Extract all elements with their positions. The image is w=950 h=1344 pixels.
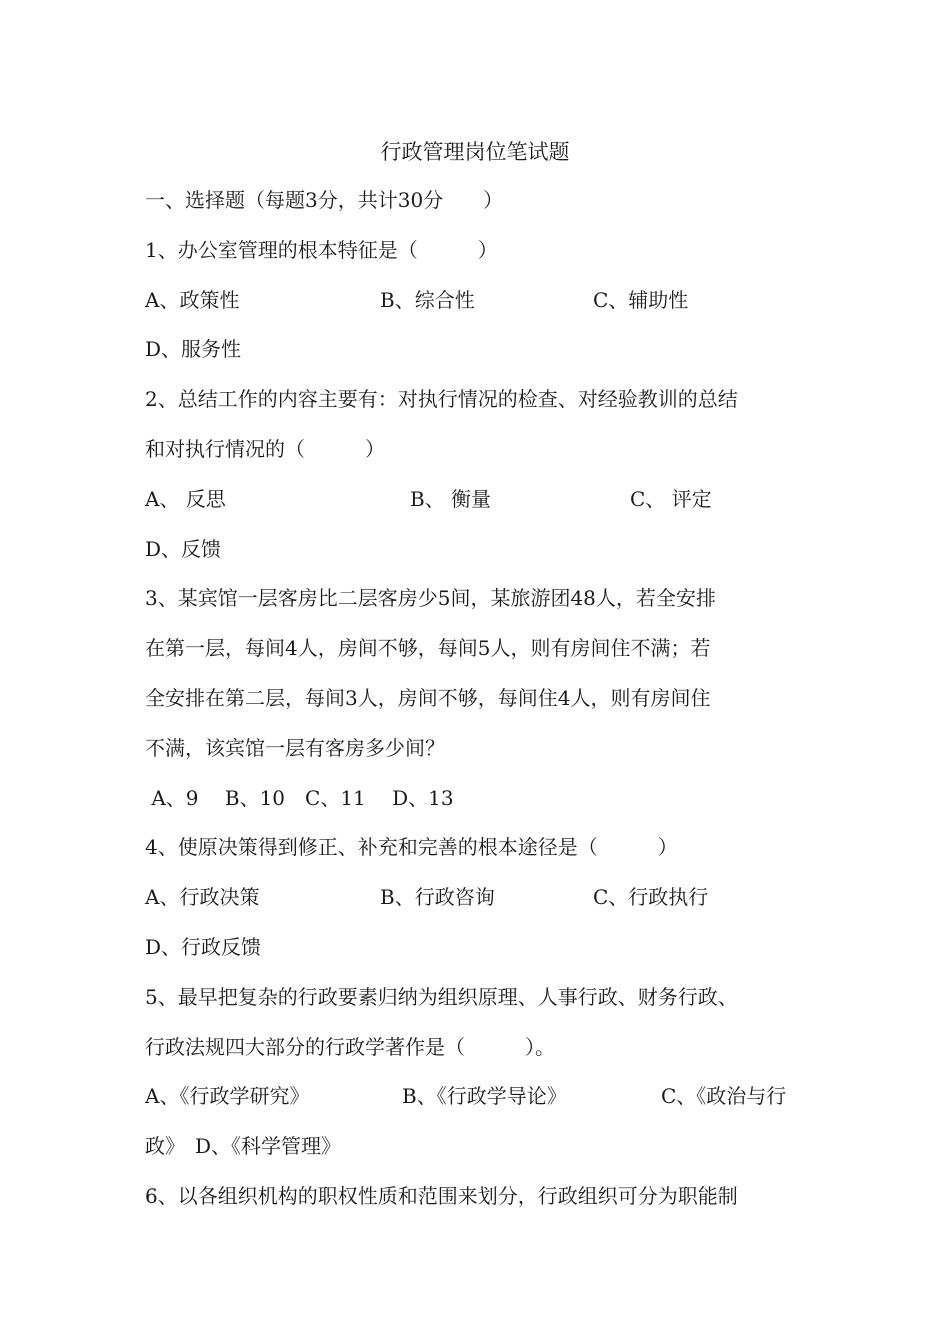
question-3-stem-cont: 在第一层，每间4人，房间不够，每间5人，则有房间住不满；若 [145,636,711,661]
option-c: C、辅助性 [593,287,689,312]
option-b: B、综合性 [380,287,475,312]
question-2-stem-cont: 和对执行情况的（ ） [145,436,385,461]
question-3-stem-cont: 全安排在第二层，每间3人，房间不够，每间住4人，则有房间住 [145,685,711,710]
question-3-stem-cont: 不满，该宾馆一层有客房多少间？ [145,735,445,760]
option-b: B、行政咨询 [380,885,495,910]
option-d: D、行政反馈 [145,934,262,959]
question-5-stem-cont: 行政法规四大部分的行政学著作是（ ）。 [145,1034,555,1059]
option-d: D、服务性 [145,337,242,362]
option-b: B、 衡量 [410,486,492,511]
section-heading: 一、选择题（每题3分，共计30分 ） [145,188,504,212]
question-5-options-cont: 政》 D、《科学管理》 [145,1134,342,1159]
question-5-stem: 5、最早把复杂的行政要素归纳为组织原理、人事行政、财务行政、 [145,984,738,1009]
option-c: C、《政治与行 [661,1084,787,1109]
question-3-stem: 3、某宾馆一层客房比二层客房少5间，某旅游团48人，若全安排 [145,586,716,611]
option-b: B、《行政学导论》 [402,1084,567,1109]
question-4-stem: 4、使原决策得到修正、补充和完善的根本途径是（ ） [145,835,678,860]
document-title: 行政管理岗位笔试题 [380,140,570,164]
option-c: C、 评定 [630,486,712,511]
question-4-options [145,881,810,931]
option-c: C、行政执行 [593,885,709,910]
option-d: D、反馈 [145,536,222,561]
question-2-options [145,483,810,533]
option-a: A、 反思 [145,486,226,511]
question-5-options [145,1080,810,1130]
question-6-stem: 6、以各组织机构的职权性质和范围来划分，行政组织可分为职能制 [145,1183,738,1208]
document-body [145,184,810,1230]
question-1-options [145,284,810,334]
question-1-stem: 1、办公室管理的根本特征是（ ） [145,237,498,262]
option-a: A、行政决策 [145,885,260,910]
option-a: A、政策性 [145,287,240,312]
option-a: A、《行政学研究》 [145,1084,310,1109]
question-3-options: A、9 B、10 C、11 D、13 [145,785,454,810]
question-2-stem: 2、总结工作的内容主要有：对执行情况的检查、对经验教训的总结 [145,387,738,412]
